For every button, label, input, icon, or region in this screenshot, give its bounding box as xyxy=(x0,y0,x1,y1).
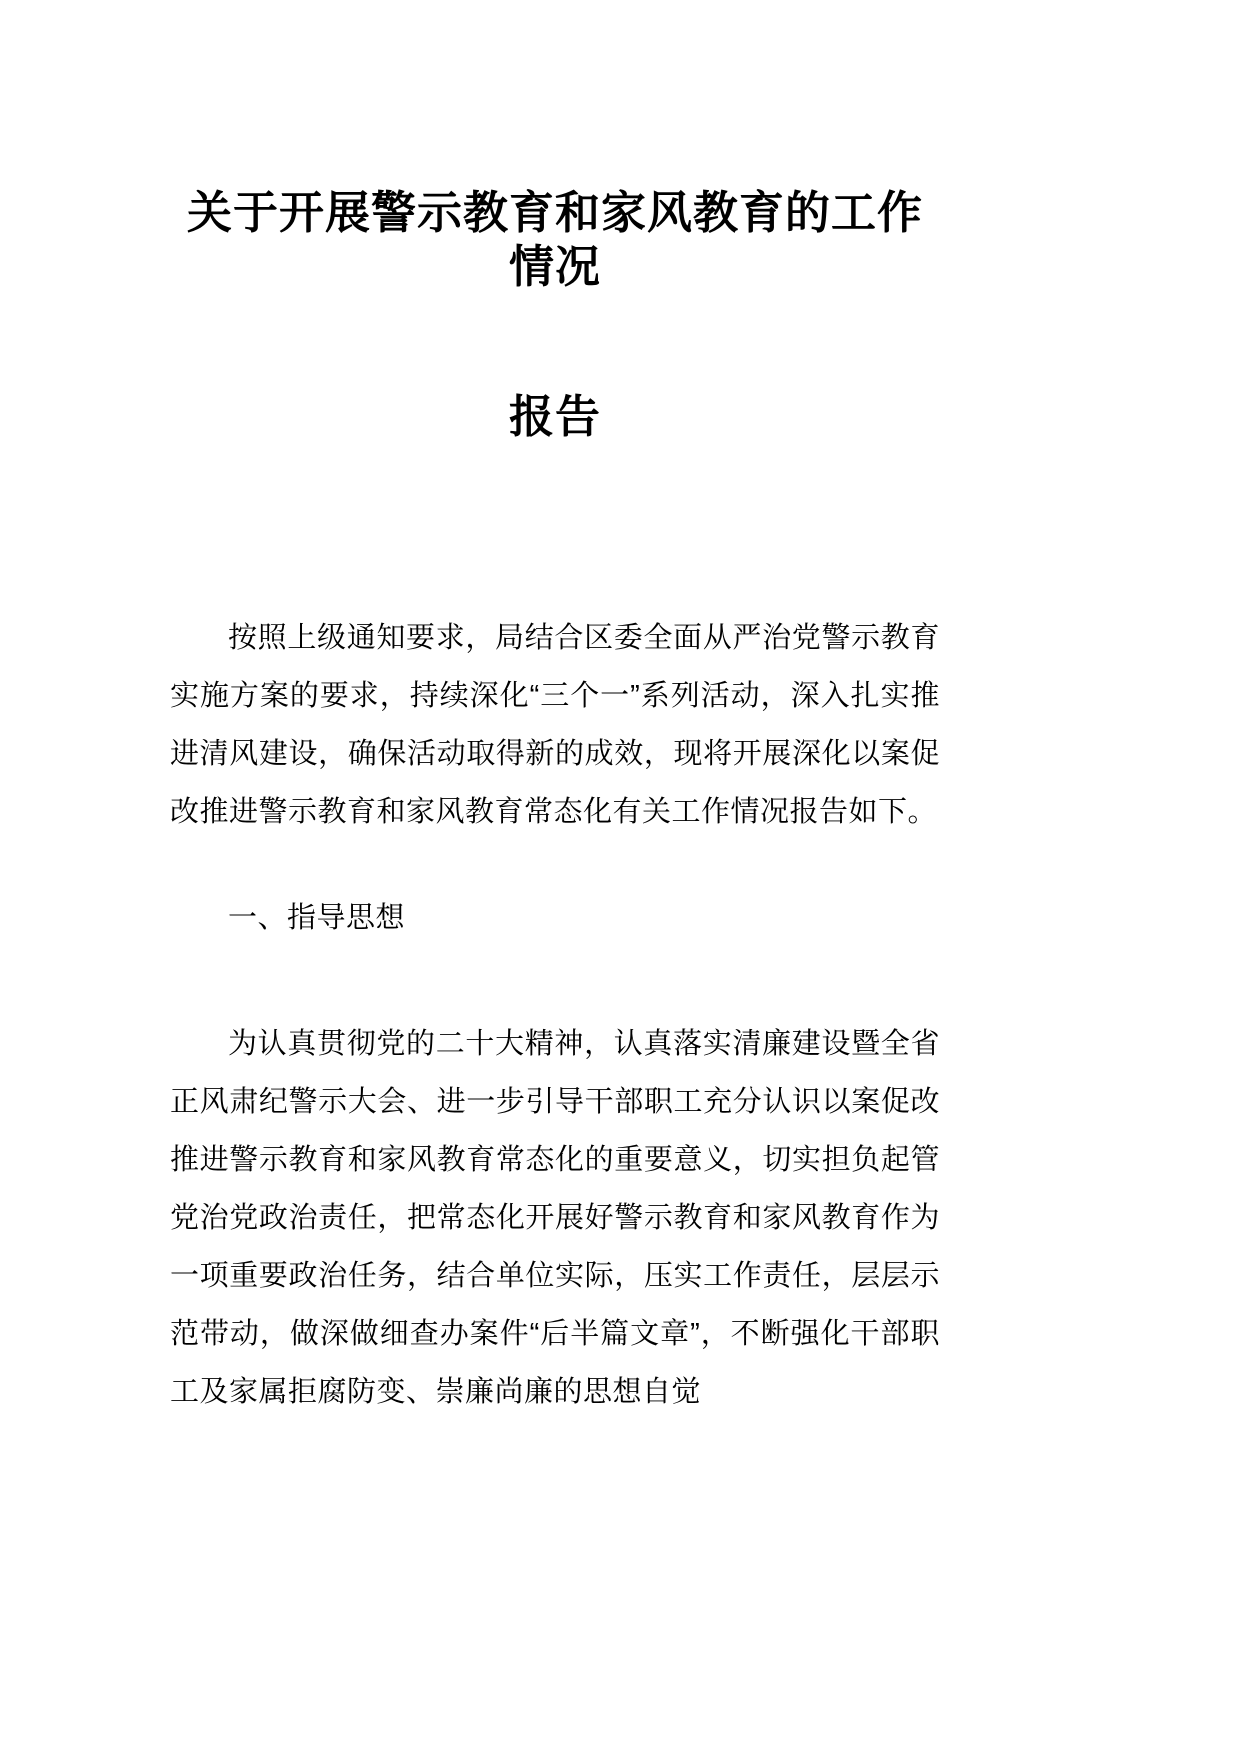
paragraph-guiding-thought: 为认真贯彻党的二十大精神，认真落实清廉建设暨全省正风肃纪警示大会、进一步引导干部职工充分认识以案促改推进警示教育和家风教育常态化的重要意义，切实担负起管党治党政治责任，把常态化开展好警示教育和家风教育作为一项重要政治任务，结合单位实际，压实工作责任，层层示范带动，做深做细查办案件“后半篇文章”，不断强化干部职工及家属拒腐防变、崇廉尚廉的思想自觉 xyxy=(170,1028,940,1408)
paragraph-intro: 按照上级通知要求，局结合区委全面从严治党警示教育实施方案的要求，持续深化“三个一”系列活动，深入扎实推进清风建设，确保活动取得新的成效，现将开展深化以案促改推进警示教育和家风教育常态化有关工作情况报告如下。 xyxy=(170,622,940,828)
document-title-line1: 关于开展警示教育和家风教育的工作情况 xyxy=(186,187,923,292)
section-heading-guiding-thought: 一、指导思想 xyxy=(228,902,406,934)
document-title-line2: 报告 xyxy=(508,391,601,442)
